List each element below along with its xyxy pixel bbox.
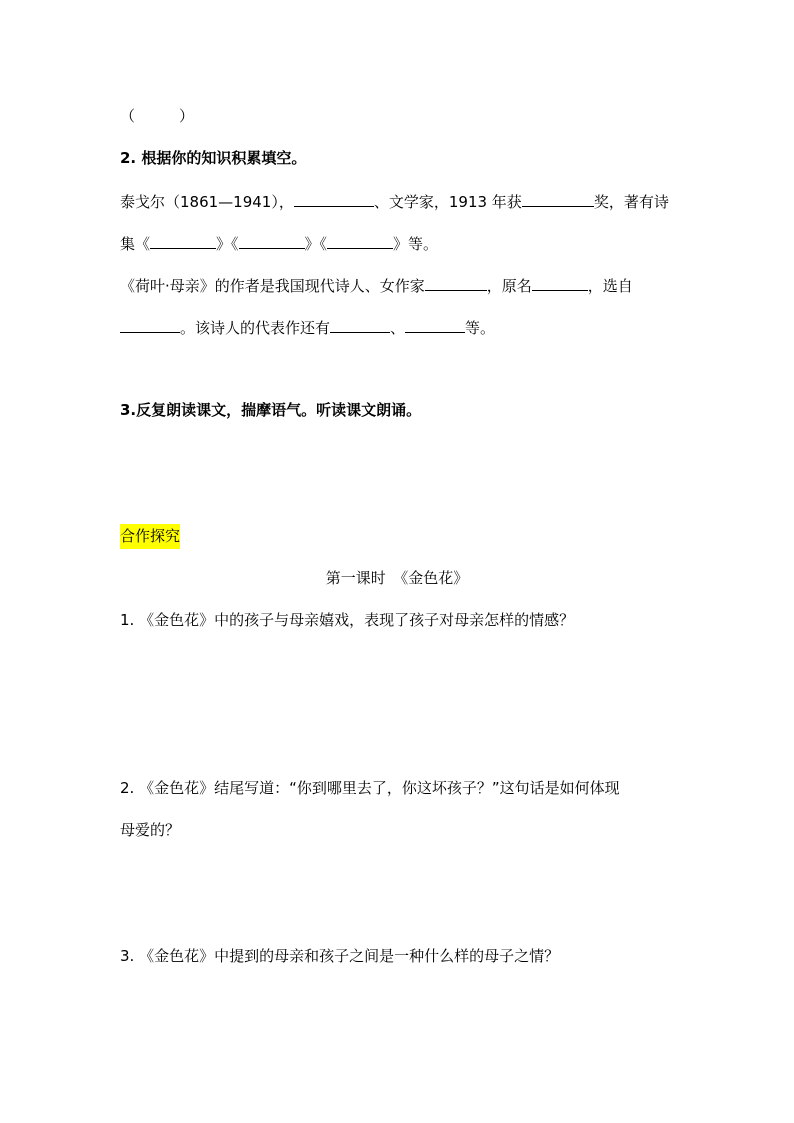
q2-line-2 — [120, 232, 438, 254]
fill-blank[interactable] — [405, 316, 465, 333]
q2-text: ，选自 — [587, 277, 633, 295]
q2-heading: 2. 根据你的知识积累填空。 — [120, 149, 307, 167]
q2-text: 。该诗人的代表作还有 — [180, 319, 331, 337]
q2-text: 等。 — [465, 319, 496, 337]
q2-text: 集《 — [120, 235, 151, 253]
q2-text: 》《 — [304, 235, 328, 253]
lesson-subtitle: 第一课时 《金色花》 — [325, 569, 469, 587]
q2-text: 、文学家，1913 年获 — [373, 193, 522, 211]
q2-line-1 — [120, 190, 669, 212]
q2-line-4 — [120, 316, 495, 338]
fill-blank[interactable] — [522, 190, 594, 207]
q2-text: 、 — [390, 319, 406, 337]
answer-parentheses — [120, 106, 194, 126]
section-label — [120, 526, 180, 546]
question-3: 3. 《金色花》中提到的母亲和孩子之间是一种什么样的母子之情？ — [120, 947, 560, 965]
fill-blank[interactable] — [239, 232, 305, 249]
q3-heading: 3.反复朗读课文，揣摩语气。听读课文朗诵。 — [120, 401, 422, 419]
q2-text: 》《 — [216, 235, 239, 253]
fill-blank[interactable] — [425, 274, 487, 291]
q2-line-3 — [120, 274, 633, 296]
fill-blank[interactable] — [532, 274, 588, 291]
fill-blank[interactable] — [150, 232, 216, 249]
section-label-text: 合作探究 — [120, 524, 180, 549]
fill-blank[interactable] — [120, 316, 180, 333]
q2-text: 《荷叶·母亲》的作者是我国现代诗人、女作家 — [120, 277, 425, 295]
paren-open: （ — [120, 107, 136, 125]
question-2: 2. 《金色花》结尾写道：“你到哪里去了，你这坏孩子？”这句话是如何体现 — [120, 779, 620, 797]
fill-blank[interactable] — [327, 232, 393, 249]
paren-close: ） — [179, 107, 195, 125]
q2-text: ，原名 — [486, 277, 532, 295]
fill-blank[interactable] — [294, 190, 374, 207]
q2-text: 》等。 — [393, 235, 439, 253]
q2-text: 泰戈尔（1861—1941）， — [120, 193, 294, 211]
fill-blank[interactable] — [330, 316, 390, 333]
question-1: 1. 《金色花》中的孩子与母亲嬉戏，表现了孩子对母亲怎样的情感？ — [120, 611, 575, 629]
question-2-continued: 母爱的？ — [120, 821, 181, 839]
q2-text: 奖，著有诗 — [593, 193, 669, 211]
